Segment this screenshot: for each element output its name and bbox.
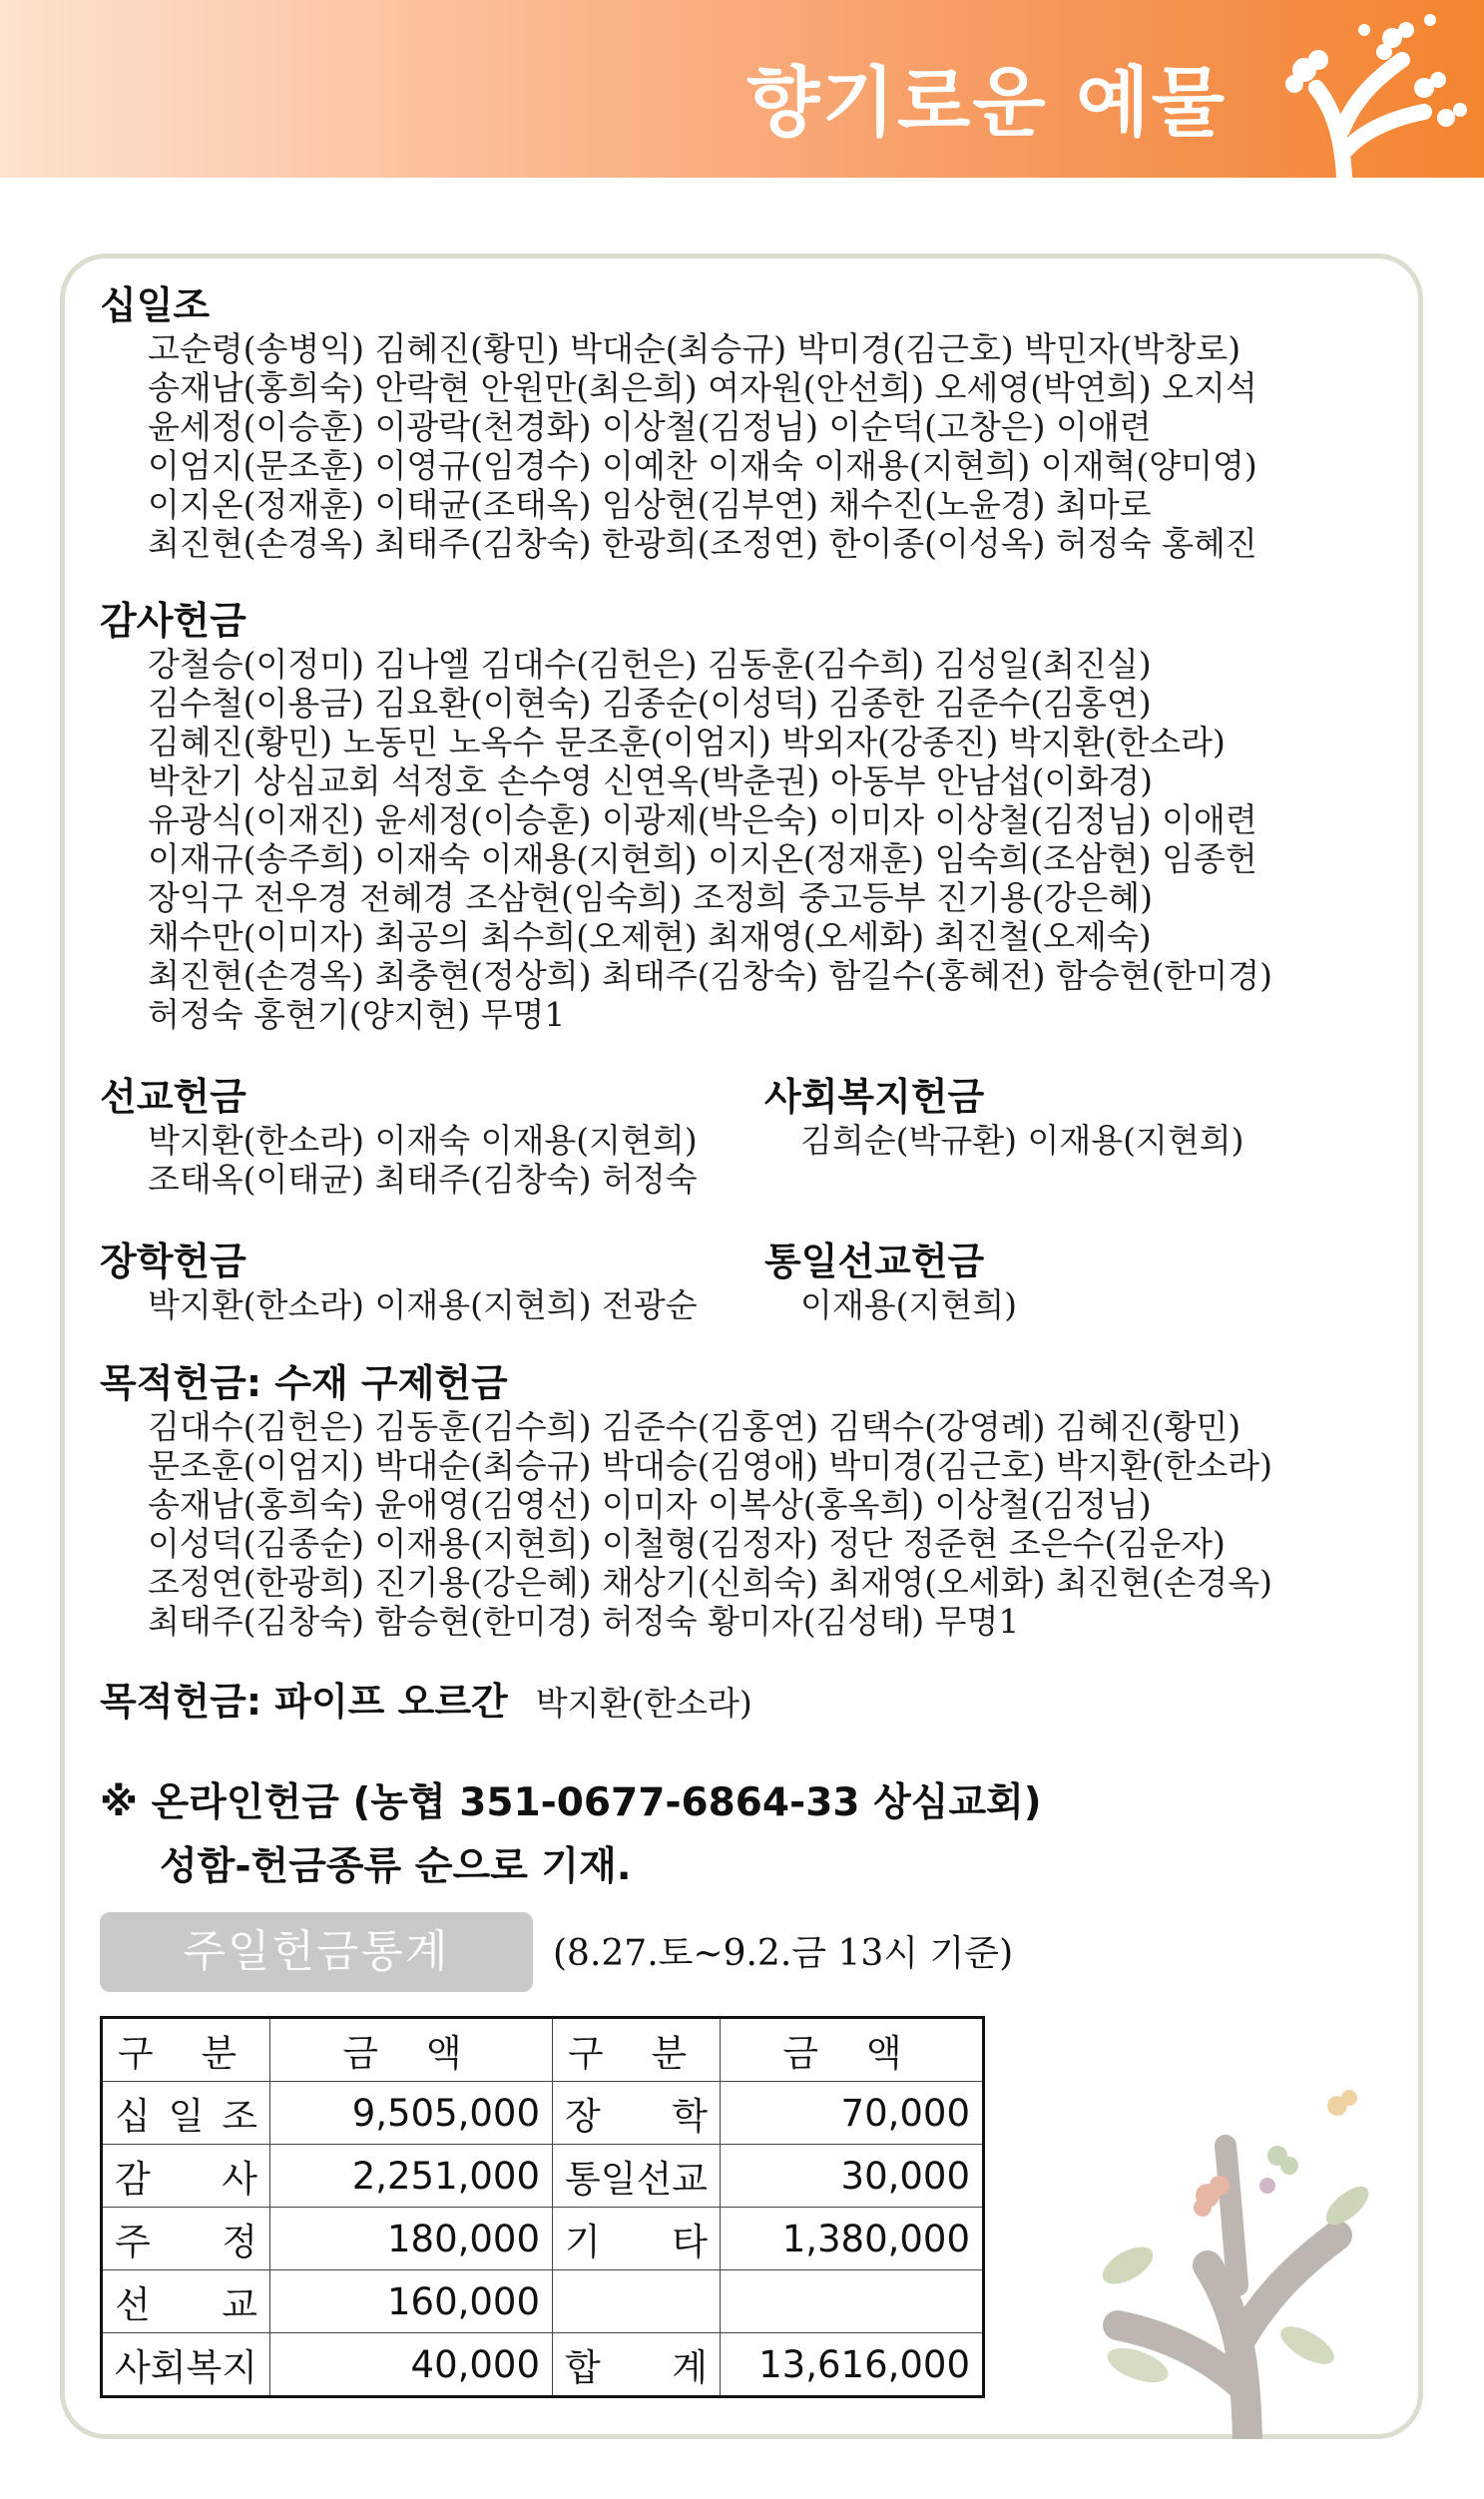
section-title: 목적헌금: 수재 구제헌금 [100, 1361, 508, 1405]
label-text: 합 계 [565, 2346, 708, 2389]
header-banner [0, 0, 1484, 178]
label-text: 사 회 복 지 [115, 2346, 257, 2389]
tree-decoration-icon [1058, 2036, 1387, 2439]
section-title: 십일조 [100, 283, 211, 327]
table-row [102, 2270, 984, 2333]
list-item: 이엄지(문조훈) 이영규(임경수) 이예찬 이재숙 이재용(지현희) 이재혁(양미영) [148, 446, 1257, 485]
category-label [102, 2145, 270, 2208]
name-list [764, 1121, 1244, 1160]
list-item: 장익구 전우경 전혜경 조삼현(임숙희) 조정희 중고등부 진기용(강은혜) [148, 878, 1154, 917]
section-title: 감사헌금 [100, 599, 247, 643]
amount-cell: 180,000 [270, 2208, 553, 2270]
list-item: 이성덕(김종순) 이재용(지현희) 이철형(김정자) 정단 정준현 조은수(김운자) [148, 1524, 1226, 1563]
list-item: 채수만(이미자) 최공의 최수희(오제현) 최재영(오세화) 최진철(오제숙) [148, 917, 1152, 956]
page-title: 향기로운 예물 [746, 58, 1227, 147]
section-title: 장학헌금 [100, 1240, 247, 1283]
amount-cell: 160,000 [270, 2270, 553, 2333]
list-item: 김희순(박규환) 이재용(지현희) [800, 1121, 1244, 1160]
table-row [102, 2082, 984, 2145]
amount-cell: 2,251,000 [270, 2145, 553, 2208]
list-item: 유광식(이재진) 윤세정(이승훈) 이광제(박은숙) 이미자 이상철(김정님) 이애련 [148, 800, 1257, 839]
name-list [100, 329, 1257, 563]
column-header: 구 분 [102, 2018, 270, 2082]
list-item: 최태주(김창숙) 함승현(한미경) 허정숙 황미자(김성태) 무명1 [148, 1602, 1020, 1641]
amount-cell: 70,000 [721, 2082, 984, 2145]
list-item: 윤세정(이승훈) 이광락(천경화) 이상철(김정님) 이순덕(고창은) 이애련 [148, 407, 1152, 446]
category-label [553, 2145, 721, 2208]
category-label [102, 2082, 270, 2145]
list-item: 박지환(한소라) 이재숙 이재용(지현희) [148, 1121, 698, 1160]
tithe-section [100, 281, 1257, 563]
column-header: 구 분 [553, 2018, 721, 2082]
welfare-section [764, 1073, 1244, 1160]
amount-cell: 1,380,000 [721, 2208, 984, 2270]
label-text: 장 학 [565, 2095, 708, 2138]
list-item: 김대수(김헌은) 김동훈(김수희) 김준수(김홍연) 김택수(강영례) 김혜진(황민) [148, 1407, 1241, 1446]
category-label [553, 2270, 721, 2333]
section-title: 사회복지헌금 [764, 1075, 985, 1119]
list-item: 이지온(정재훈) 이태균(조태옥) 임상현(김부연) 채수진(노윤경) 최마로 [148, 485, 1152, 524]
label-text: 기 타 [565, 2221, 708, 2263]
category-label [102, 2270, 270, 2333]
label-text: 선 교 [115, 2283, 257, 2326]
name-list: 박지환(한소라) [535, 1684, 752, 1723]
list-item: 조태옥(이태균) 최태주(김창숙) 허정숙 [148, 1160, 698, 1199]
list-item: 박지환(한소라) 이재용(지현희) 전광순 [148, 1285, 698, 1324]
list-item: 송재남(홍희숙) 윤애영(김영선) 이미자 이복상(홍옥희) 이상철(김정님) [148, 1485, 1152, 1524]
table-row [102, 2208, 984, 2270]
amount-cell [721, 2270, 984, 2333]
stats-title-badge: 주일헌금통계 [100, 1912, 533, 1992]
list-item: 최진현(손경옥) 최충현(정상희) 최태주(김창숙) 함길수(홍혜전) 함승현(한미경) [148, 956, 1273, 995]
mission-section [100, 1073, 698, 1199]
list-item: 송재남(홍희숙) 안락현 안원만(최은희) 여자원(안선희) 오세영(박연희) 오지석 [148, 368, 1257, 407]
list-item: 고순령(송병익) 김혜진(황민) 박대순(최승규) 박미경(김근호) 박민자(박창로) [148, 329, 1241, 368]
list-item: 조정연(한광희) 진기용(강은혜) 채상기(신희숙) 최재영(오세화) 최진현(손경옥) [148, 1563, 1273, 1602]
column-header: 금 액 [721, 2018, 984, 2082]
category-label [102, 2208, 270, 2270]
stats-period: (8.27.토~9.2.금 13시 기준) [553, 1933, 1014, 1974]
category-label [102, 2333, 270, 2397]
section-title [100, 1678, 752, 1728]
flood-relief-section [100, 1359, 1272, 1641]
list-item: 이재규(송주희) 이재숙 이재용(지현희) 이지온(정재훈) 임숙희(조삼현) 임종헌 [148, 839, 1257, 878]
label-text: 통 일 선 교 [565, 2158, 708, 2201]
list-item: 문조훈(이엄지) 박대순(최승규) 박대승(김영애) 박미경(김근호) 박지환(한소라) [148, 1446, 1273, 1485]
offering-stats-table [100, 2016, 985, 2398]
name-list [100, 1121, 698, 1199]
label-text: 주 정 [115, 2221, 257, 2263]
section-title-text: 목적헌금: 파이프 오르간 [100, 1680, 508, 1724]
notice-line: 성함-헌금종류 순으로 기재. [160, 1844, 632, 1889]
category-label [553, 2208, 721, 2270]
category-label [553, 2082, 721, 2145]
list-item: 최진현(손경옥) 최태주(김창숙) 한광희(조정연) 한이종(이성옥) 허정숙 홍혜진 [148, 524, 1257, 563]
organ-section [100, 1678, 752, 1728]
section-title: 통일선교헌금 [764, 1240, 985, 1283]
label-text: 십 일 조 [115, 2095, 257, 2138]
label-text: 감 사 [115, 2158, 257, 2201]
list-item: 허정숙 홍현기(양지현) 무명1 [148, 995, 566, 1034]
name-list [100, 1407, 1272, 1641]
amount-cell: 40,000 [270, 2333, 553, 2397]
column-header: 금 액 [270, 2018, 553, 2082]
name-list [764, 1285, 1017, 1324]
total-amount-cell: 13,616,000 [721, 2333, 984, 2397]
tree-icon [1225, 0, 1484, 178]
table-header-row [102, 2018, 984, 2082]
list-item: 박찬기 상심교회 석정호 손수영 신연옥(박춘권) 아동부 안남섭(이화경) [148, 761, 1154, 800]
category-label [553, 2333, 721, 2397]
amount-cell: 30,000 [721, 2145, 984, 2208]
section-title: 선교헌금 [100, 1075, 247, 1119]
scholarship-section [100, 1238, 698, 1324]
name-list [100, 1285, 698, 1324]
name-list [100, 645, 1272, 1034]
online-offering-notice [100, 1771, 1042, 1899]
amount-cell: 9,505,000 [270, 2082, 553, 2145]
list-item: 이재용(지현희) [800, 1285, 1018, 1324]
list-item: 김수철(이용금) 김요환(이현숙) 김종순(이성덕) 김종한 김준수(김홍연) [148, 684, 1152, 723]
thanks-section [100, 597, 1272, 1034]
list-item: 강철승(이정미) 김나엘 김대수(김헌은) 김동훈(김수희) 김성일(최진실) [148, 645, 1152, 684]
unification-section [764, 1238, 1017, 1324]
table-row [102, 2333, 984, 2397]
table-row [102, 2145, 984, 2208]
list-item: 김혜진(황민) 노동민 노옥수 문조훈(이엄지) 박외자(강종진) 박지환(한소라) [148, 723, 1226, 761]
notice-line: ※ 온라인헌금 (농협 351-0677-6864-33 상심교회) [100, 1780, 1042, 1825]
